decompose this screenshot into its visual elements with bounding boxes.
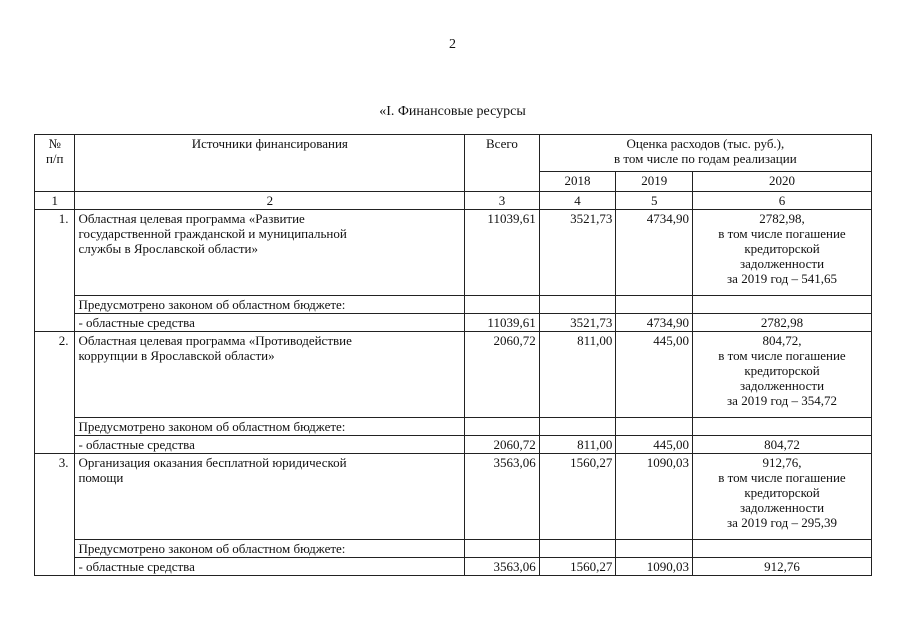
page-number: 2 [449, 37, 456, 52]
program-number: 2. [35, 332, 75, 454]
program-2020: 2782,98, в том числе погашение кредиторской задолженности за 2019 год – 541,65 [693, 210, 872, 296]
program-2018: 1560,27 [539, 454, 616, 540]
column-number: 3 [465, 192, 540, 210]
funds-label: - областные средства [75, 558, 465, 576]
funds-2018: 1560,27 [539, 558, 616, 576]
header-year-2018: 2018 [539, 172, 616, 192]
header-year-2020: 2020 [693, 172, 872, 192]
funds-2019: 4734,90 [616, 314, 693, 332]
header-number: № п/п [35, 135, 75, 192]
funds-row [35, 314, 872, 332]
funds-2020: 2782,98 [693, 314, 872, 332]
section-title: «I. Финансовые ресурсы [379, 104, 526, 119]
column-number: 5 [616, 192, 693, 210]
law-row [35, 418, 872, 436]
program-name: Областная целевая программа «Развитие государственной гражданской и муниципальной службы в Ярославской области» [75, 210, 465, 296]
header-source: Источники финансирования [75, 135, 465, 192]
program-row [35, 210, 872, 296]
program-total: 2060,72 [465, 332, 540, 418]
funds-label: - областные средства [75, 314, 465, 332]
program-total: 3563,06 [465, 454, 540, 540]
funds-2019: 1090,03 [616, 558, 693, 576]
program-name: Областная целевая программа «Противодействие коррупции в Ярославской области» [75, 332, 465, 418]
program-2019: 4734,90 [616, 210, 693, 296]
law-label: Предусмотрено законом об областном бюджете: [75, 540, 465, 558]
column-number: 2 [75, 192, 465, 210]
funds-2020: 804,72 [693, 436, 872, 454]
law-row [35, 540, 872, 558]
funds-2018: 3521,73 [539, 314, 616, 332]
header-year-2019: 2019 [616, 172, 693, 192]
funds-row [35, 436, 872, 454]
law-row [35, 296, 872, 314]
funds-2018: 811,00 [539, 436, 616, 454]
column-number: 4 [539, 192, 616, 210]
financial-resources-table [34, 134, 872, 576]
program-2020: 804,72, в том числе погашение кредиторской задолженности за 2019 год – 354,72 [693, 332, 872, 418]
program-2018: 811,00 [539, 332, 616, 418]
column-number: 6 [693, 192, 872, 210]
header-total: Всего [465, 135, 540, 192]
header-estimate: Оценка расходов (тыс. руб.), в том числе по годам реализации [539, 135, 871, 172]
funds-2019: 445,00 [616, 436, 693, 454]
program-2019: 1090,03 [616, 454, 693, 540]
program-number: 3. [35, 454, 75, 576]
funds-row [35, 558, 872, 576]
program-2018: 3521,73 [539, 210, 616, 296]
funds-2020: 912,76 [693, 558, 872, 576]
program-row [35, 454, 872, 540]
column-number: 1 [35, 192, 75, 210]
funds-total: 3563,06 [465, 558, 540, 576]
column-numbers-row [35, 192, 872, 210]
funds-total: 11039,61 [465, 314, 540, 332]
program-total: 11039,61 [465, 210, 540, 296]
funds-label: - областные средства [75, 436, 465, 454]
program-row [35, 332, 872, 418]
program-name: Организация оказания бесплатной юридической помощи [75, 454, 465, 540]
program-2019: 445,00 [616, 332, 693, 418]
law-label: Предусмотрено законом об областном бюджете: [75, 296, 465, 314]
law-label: Предусмотрено законом об областном бюджете: [75, 418, 465, 436]
program-2020: 912,76, в том числе погашение кредиторской задолженности за 2019 год – 295,39 [693, 454, 872, 540]
funds-total: 2060,72 [465, 436, 540, 454]
program-number: 1. [35, 210, 75, 332]
